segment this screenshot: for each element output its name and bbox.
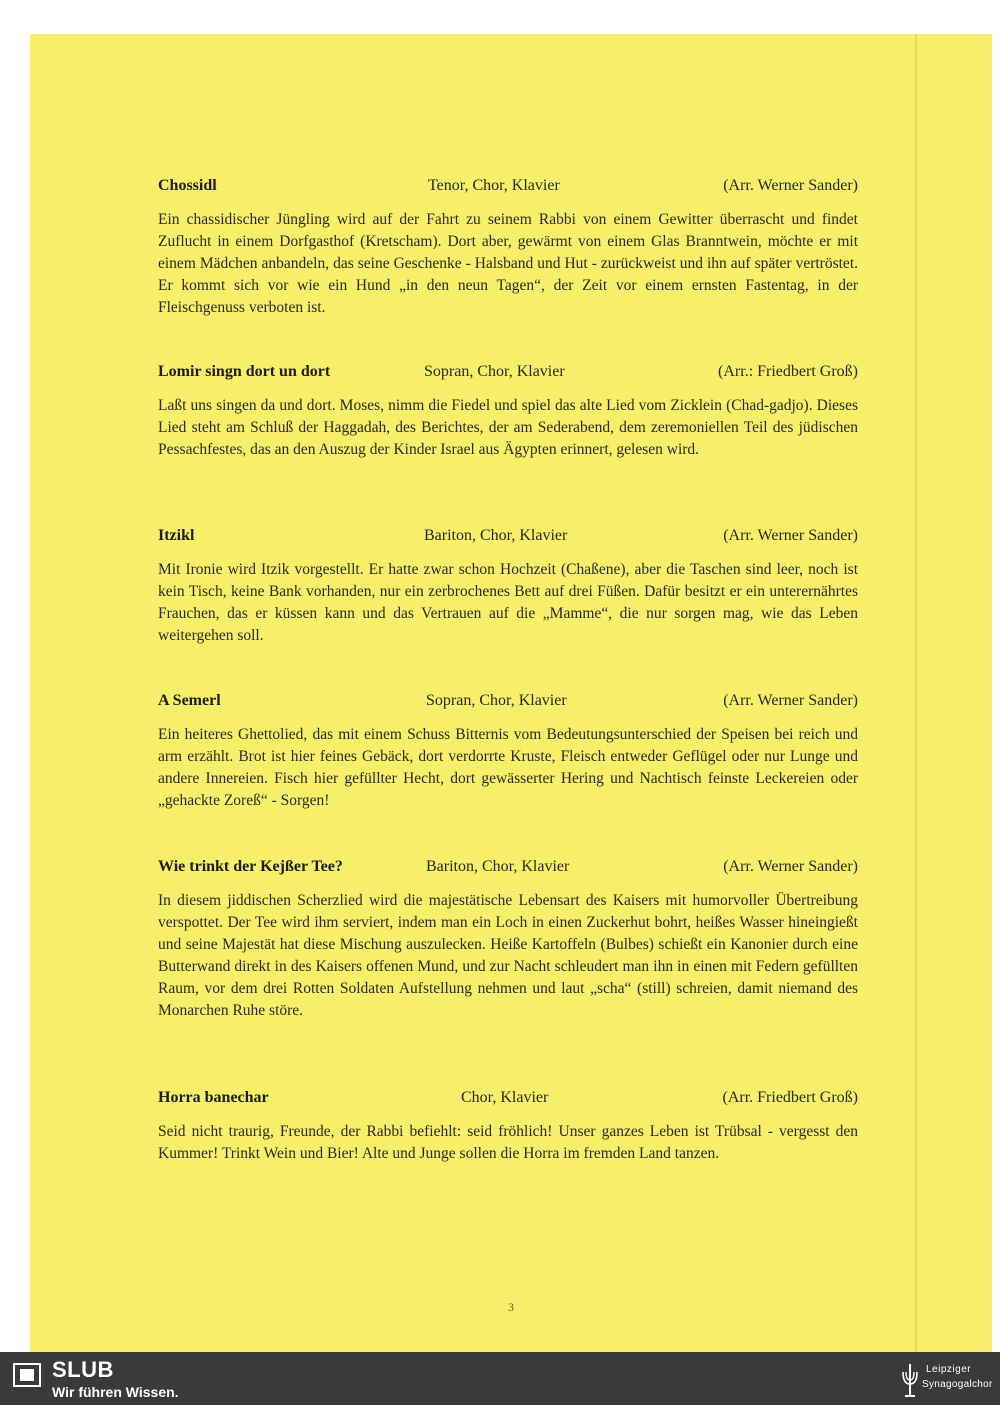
choir-name-line1: Leipziger (926, 1364, 972, 1375)
piece-chossidl (158, 177, 858, 319)
piece-a-semerl (158, 692, 858, 812)
piece-kejsser-tee (158, 858, 858, 1022)
piece-description: Ein heiteres Ghettolied, das mit einem Schuss Bitternis vom Bedeutungsunterschied der Speisen bei reich und arm erzählt. Brot ist hier feines Gebäck, dort verdorrte Kruste, Fleisch entweder Geflügel oder nur Lunge und andere Innereien. Fisch hier gefüllter Hecht, dort gewässerter Hering und Nachtisch feinste Leckereien oder „gehackte Zoreß“ - Sorgen! (158, 726, 858, 809)
piece-voices: Bariton, Chor, Klavier (426, 858, 570, 875)
footer-bar (0, 1352, 1000, 1405)
piece-voices: Sopran, Chor, Klavier (426, 692, 567, 709)
piece-arranger: (Arr. Werner Sander) (723, 692, 858, 709)
piece-voices: Bariton, Chor, Klavier (424, 527, 568, 544)
piece-title: Horra banechar (158, 1089, 269, 1106)
library-name: SLUB (52, 1357, 114, 1382)
piece-arranger: (Arr. Werner Sander) (723, 177, 858, 194)
piece-arranger: (Arr.: Friedbert Groß) (718, 363, 858, 380)
library-tagline: Wir führen Wissen. (52, 1384, 179, 1400)
piece-description: In diesem jiddischen Scherzlied wird die majestätische Lebensart des Kaisers mit humorvoller Übertreibung verspottet. Der Tee wird ihm serviert, indem man ein Loch in einen Zuckerhut bohrt, heißes Wasser hineingießt und seine Majestät hat diese Mischung auszulecken. Heiße Kartoffeln (Bulbes) schießt ein Kanonier durch eine Butterwand direkt in des Kaisers offenen Mund, und zur Nacht schleudert man ihn in einen mit Federn gefüllten Raum, vor dem drei Rotten Soldaten Aufstellung nehmen und laut „scha“ (still) schreien, damit niemand des Monarchen Ruhe störe. (158, 892, 858, 1019)
piece-description: Ein chassidischer Jüngling wird auf der Fahrt zu seinem Rabbi von einem Gewitter überrascht und findet Zuflucht in einem Dorfgasthof (Kretscham). Dort aber, gewärmt von einem Glas Branntwein, möchte er mit einem Mädchen anbandeln, das seine Geschenke - Halsband und Hut - zurückweist und ihn auf später vertröstet. Er kommt sich vor wie ein Hund „in den neun Tagen“, der Zeit vor einem ernsten Fastentag, in der Fleischgenuss verboten ist. (158, 211, 858, 316)
piece-arranger: (Arr. Friedbert Groß) (722, 1089, 858, 1106)
page-fold (915, 34, 917, 1352)
slub-logo-icon (12, 1360, 42, 1390)
piece-lomir-singn (158, 363, 858, 461)
piece-arranger: (Arr. Werner Sander) (723, 527, 858, 544)
piece-horra-banechar (158, 1089, 858, 1165)
piece-voices: Tenor, Chor, Klavier (428, 177, 560, 194)
piece-description: Laßt uns singen da und dort. Moses, nimm die Fiedel und spiel das alte Lied vom Zicklein (Chad-gadjo). Dieses Lied steht am Schluß der Haggadah, des Berichtes, der am Sederabend, dem zeremoniellen Teil des jüdischen Pessachfestes, das an den Auszug der Kinder Israel aus Ägypten erinnert, gelesen wird. (158, 397, 858, 458)
piece-arranger: (Arr. Werner Sander) (723, 858, 858, 875)
piece-title: Lomir singn dort un dort (158, 363, 331, 380)
piece-title: Wie trinkt der Kejßer Tee? (158, 858, 343, 875)
piece-itzikl (158, 527, 858, 647)
choir-name-line2: Synagogalchor (922, 1379, 993, 1390)
page-number: 3 (508, 1300, 514, 1314)
piece-description: Mit Ironie wird Itzik vorgestellt. Er hatte zwar schon Hochzeit (Chaßene), aber die Taschen sind leer, noch ist kein Tisch, keine Bank vorhanden, nur ein zerbrochenes Bett auf drei Füßen. Dafür besitzt er ein unterernährtes Frauchen, das er küssen kann und das Vertrauen auf die „Mamme“, die nur sorgen mag, wie das Leben weitergehen soll. (158, 561, 858, 644)
piece-voices: Sopran, Chor, Klavier (424, 363, 565, 380)
piece-title: Itzikl (158, 527, 195, 544)
piece-voices: Chor, Klavier (461, 1089, 549, 1106)
piece-title: Chossidl (158, 177, 217, 194)
menorah-icon (900, 1358, 920, 1400)
piece-title: A Semerl (158, 692, 221, 709)
piece-description: Seid nicht traurig, Freunde, der Rabbi befiehlt: seid fröhlich! Unser ganzes Leben ist Trübsal - vergesst den Kummer! Trinkt Wein und Bier! Alte und Junge sollen die Horra im fremden Land tanzen. (158, 1123, 858, 1162)
